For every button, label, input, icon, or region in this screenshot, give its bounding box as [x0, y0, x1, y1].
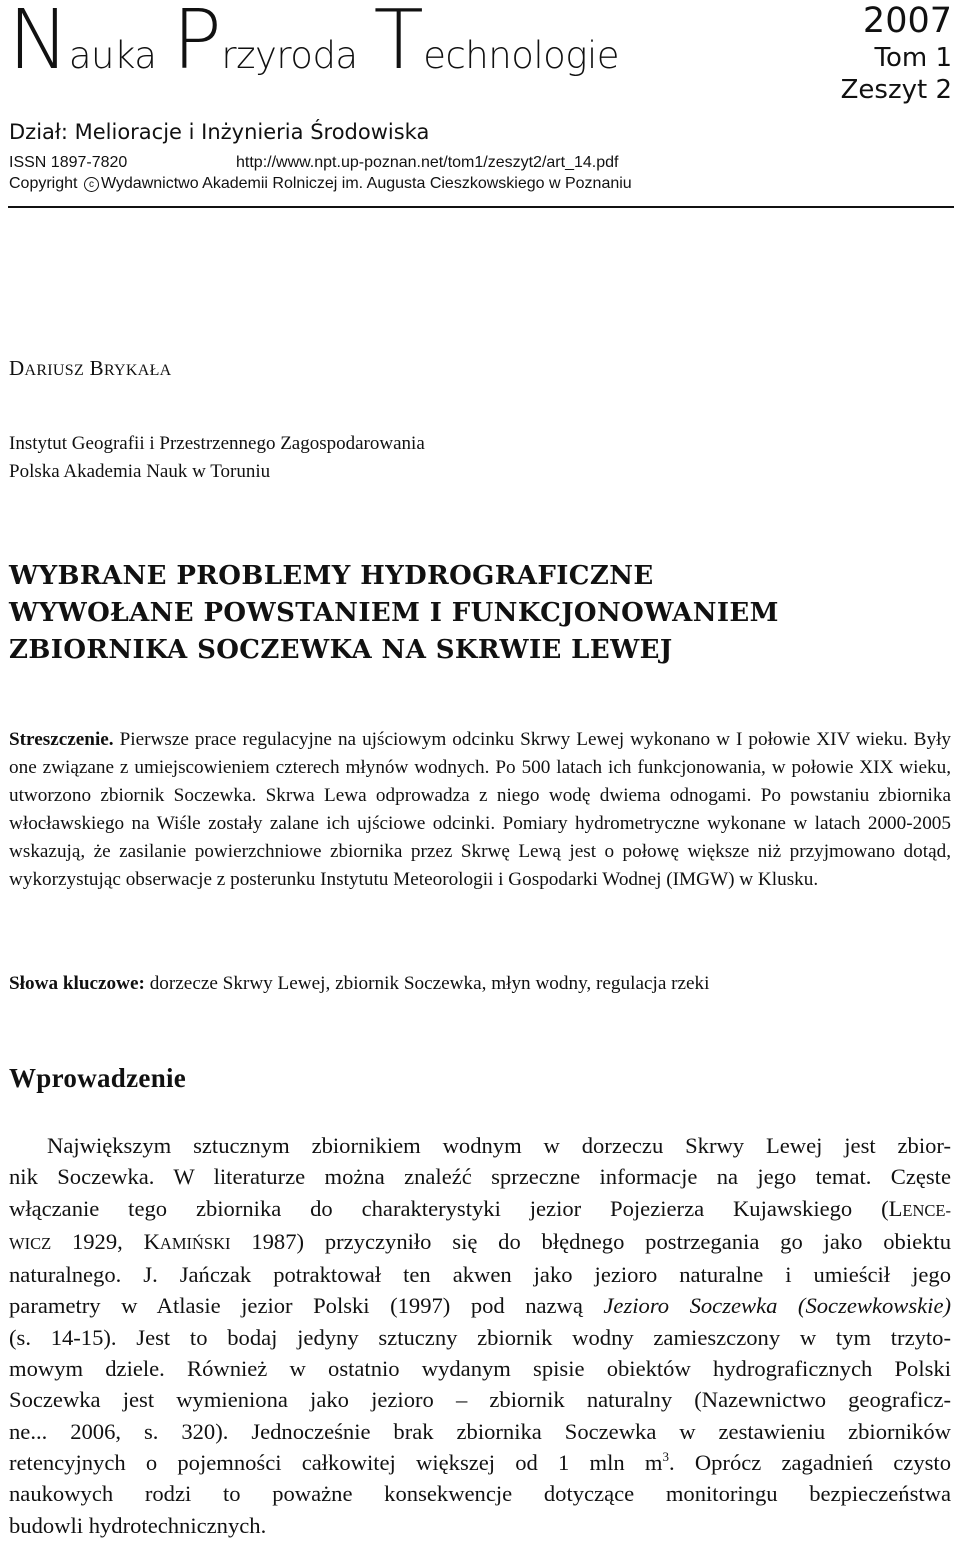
body-line: budowli hydrotechnicznych.: [9, 1512, 267, 1538]
body-line: ne... 2006, s. 320). Jednocześnie brak zbiornika Soczewka w zestawieniu zbiorników: [9, 1418, 951, 1444]
copyright-line: [9, 175, 632, 193]
copyright-holder: Wydawnictwo Akademii Rolniczej im. Augusta Cieszkowskiego w Poznaniu: [100, 175, 632, 192]
journal-title: [8, 0, 635, 88]
journal-title-word-3: Technologie: [373, 0, 620, 88]
abstract-text: Pierwsze prace regulacyjne na ujściowym odcinku Skrwy Lewej wykonano w I połowie XIV wieku. Były one związane z umiejscowieniem czterech młynów wodnych. Po 500 latach ich funkcjonowania, w połowie XIX wieku, utworzono zbiornik Soczewka. Skrwa Lewa odprowadza z niego wodę dwiema odnogami. Po powstaniu zbiornika włocławskiego na Wiśle zostały zalane ich ujściowe odcinki. Pomiary hydrometryczne wykonane w latach 2000-2005 wskazują, że zasilanie powierzchniowe zbiornika przez Skrwę Lewą jest o połowę większe niż przyjmowano dotąd, wykorzystując obserwacje z posterunku Instytutu Meteorologii i Gospodarki Wodnej (IMGW) w Klusku.: [9, 729, 951, 890]
affiliation-institute: Instytut Geografii i Przestrzennego Zagospodarowania: [9, 433, 425, 454]
affiliation-academy: Polska Akademia Nauk w Toruniu: [9, 461, 271, 482]
body-line: naturalnego. J. Jańczak potraktował ten akwen jako jezioro naturalne i umieścił jego: [9, 1262, 951, 1288]
journal-masthead: [0, 0, 960, 212]
body-line: włączanie tego zbiornika do charakterystyki jezior Pojezierza Kujawskiego (LENCE-: [9, 1195, 951, 1221]
issue-info: [841, 0, 952, 106]
body-line: naukowych rodzi to poważne konsekwencje dotyczące monitoringu bezpieczeństwa: [9, 1481, 951, 1507]
lake-name-italic: Jezioro Soczewka (Soczewkowskie): [603, 1293, 951, 1319]
article-url-link[interactable]: http://www.npt.up-poznan.net/tom1/zeszyt2/art_14.pdf: [236, 154, 619, 171]
body-line: retencyjnych o pojemności całkowitej większej od 1 mln $m^3$. Oprócz zagadnień czysto: [9, 1448, 951, 1475]
keywords-label: Słowa kluczowe:: [9, 973, 145, 994]
author-affiliation: [9, 430, 425, 486]
body-line: mowym dziele. Również w ostatnio wydanym spisie obiektów hydrograficznych Polski: [9, 1356, 951, 1382]
abstract: [9, 726, 951, 894]
body-line: parametry w Atlasie jezior Polski (1997) pod nazwą Jezioro Soczewka (Soczewkowskie): [9, 1293, 951, 1319]
issue-year: 2007: [862, 1, 952, 41]
article-title-line-2: WYWOŁANE POWSTANIEM I FUNKCJONOWANIEM: [9, 598, 779, 628]
journal-title-word-1: Nauka: [8, 0, 157, 88]
keywords-text: dorzecze Skrwy Lewej, zbiornik Soczewka, młyn wodny, regulacja rzeki: [149, 973, 710, 994]
body-line: WICZ 1929, KAMIŃSKI 1987) przyczyniło się do błędnego postrzegania go jako obiektu: [9, 1228, 952, 1254]
copyright-icon: c: [84, 177, 99, 192]
issn: ISSN 1897-7820: [9, 154, 128, 171]
journal-section: Dział: Melioracje i Inżynieria Środowiska: [9, 120, 430, 144]
copyright-label: Copyright: [9, 175, 78, 192]
article-title: [9, 558, 949, 669]
body-line: (s. 14-15). Jest to bodaj jedyny sztuczny zbiornik wodny zamieszczony w tym trzyto-: [9, 1324, 951, 1350]
body-line: Soczewka jest wymieniona jako jezioro – zbiornik naturalny (Nazewnictwo geograficz-: [9, 1387, 951, 1413]
article-title-line-1: WYBRANE PROBLEMY HYDROGRAFICZNE: [9, 561, 654, 591]
author-name: DARIUSZ BRYKAŁA: [9, 356, 172, 380]
issue-volume: Tom 1: [874, 43, 952, 73]
journal-title-word-2: Przyroda: [172, 0, 358, 88]
issn-url-line: [9, 154, 619, 172]
keywords: [9, 970, 951, 998]
body-line: Największym sztucznym zbiornikiem wodnym w dorzeczu Skrwy Lewej jest zbior-: [47, 1133, 951, 1158]
body-line: nik Soczewka. W literaturze można znaleźć sprzeczne informacje na jego temat. Częste: [9, 1164, 951, 1190]
abstract-label: Streszczenie.: [9, 729, 114, 750]
section-heading: Wprowadzenie: [9, 1063, 187, 1093]
issue-number: Zeszyt 2: [840, 75, 952, 105]
header-divider: [8, 206, 954, 208]
body-paragraph: [9, 1130, 951, 1541]
article-title-line-3: ZBIORNIKA SOCZEWKA NA SKRWIE LEWEJ: [9, 635, 673, 665]
